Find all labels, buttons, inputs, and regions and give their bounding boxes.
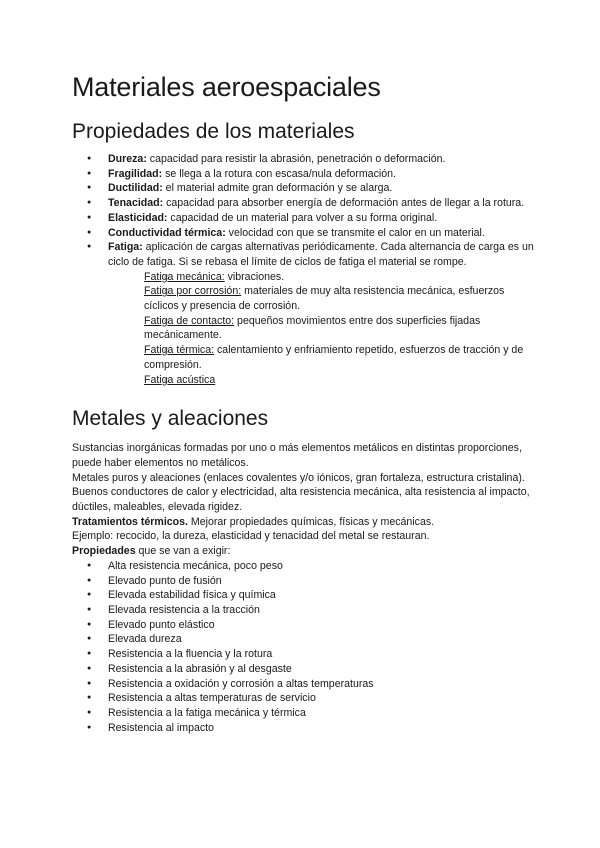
list-item: ● Resistencia al impacto — [72, 721, 542, 736]
fatiga-sublist — [108, 270, 542, 388]
list-item: ● Ductilidad: el material admite gran deformación y se alarga. — [72, 181, 542, 196]
list-item: ● Elevada resistencia a la tracción — [72, 603, 542, 618]
paragraph: Metales puros y aleaciones (enlaces covalentes y/o iónicos, gran fortaleza, estructura cristalina). Buenos conductores de calor y electricidad, alta resistencia mecánica, alta resistencia al impacto, dúctiles, maleables, elevada rigidez. — [72, 471, 530, 514]
list-item: ● Resistencia a oxidación y corrosión a altas temperaturas — [72, 677, 542, 692]
section-heading-propiedades: Propiedades de los materiales — [72, 120, 355, 143]
list-item: ● Alta resistencia mecánica, poco peso — [72, 559, 542, 574]
document-page — [72, 70, 542, 735]
sublist-item: ○ Fatiga de contacto: pequeños movimientos entre dos superficies fijadas mecánicamente. — [108, 314, 542, 343]
sublist-item: ○ Fatiga por corrosión: materiales de muy alta resistencia mecánica, esfuerzos cíclicos y presencia de corrosión. — [108, 284, 542, 313]
paragraph: Ejemplo: recocido, la dureza, elasticidad y tenacidad del metal se restauran. — [72, 530, 430, 543]
sublist-item: ○ Fatiga acústica — [108, 373, 542, 388]
list-item: ● Fragilidad: se llega a la rotura con escasa/nula deformación. — [72, 167, 542, 182]
list-item: ● Resistencia a la abrasión y al desgaste — [72, 662, 542, 677]
paragraph: Tratamientos térmicos. Mejorar propiedades químicas, físicas y mecánicas. — [72, 515, 435, 528]
list-item: ● Elevado punto de fusión — [72, 574, 542, 589]
paragraph: Sustancias inorgánicas formadas por uno o más elementos metálicos en distintas proporciones, puede haber elementos no metálicos. — [72, 442, 522, 469]
list-item: ● Dureza: capacidad para resistir la abrasión, penetración o deformación. — [72, 152, 542, 167]
list-item: ● Resistencia a la fluencia y la rotura — [72, 647, 542, 662]
sublist-item: ○ Fatiga térmica: calentamiento y enfriamiento repetido, esfuerzos de tracción y de compresión. — [108, 343, 542, 372]
list-item: ● Resistencia a altas temperaturas de servicio — [72, 691, 542, 706]
list-item: ● Resistencia a la fatiga mecánica y térmica — [72, 706, 542, 721]
list-item: ● Conductividad térmica: velocidad con que se transmite el calor en un material. — [72, 226, 542, 241]
list-item: ● Tenacidad: capacidad para absorber energía de deformación antes de llegar a la rotura. — [72, 196, 542, 211]
properties-list — [72, 152, 542, 387]
sublist-item: ○ Fatiga mecánica: vibraciones. — [108, 270, 542, 285]
list-item: ● Elevada dureza — [72, 632, 542, 647]
required-properties-list — [72, 559, 542, 735]
document-title: Materiales aeroespaciales — [72, 72, 381, 102]
list-item: ● Elasticidad: capacidad de un material para volver a su forma original. — [72, 211, 542, 226]
list-item: ● Elevada estabilidad física y química — [72, 588, 542, 603]
list-item: ● Elevado punto elástico — [72, 618, 542, 633]
paragraph: Propiedades que se van a exigir: — [72, 545, 231, 558]
section-heading-metales: Metales y aleaciones — [72, 407, 269, 431]
list-item: ● Fatiga: aplicación de cargas alternativas periódicamente. Cada alternancia de carga es un ciclo de fatiga. Si se rebasa el límite de ciclos de fatiga el material se rompe. ○ Fatiga mecánica: vibraciones. ○ Fatiga por corrosión: materiales de muy alta resistencia mecánica, esfuerzos cíclicos y presencia de corrosión. ○ Fatiga de contacto: pequeños movimientos entre dos superficies fijadas mecánicamente. ○ Fatiga térmica: calentamiento y enfriamiento repetido, esfuerzos de tracción y de compresión. ○ Fatiga acústica — [72, 240, 542, 387]
